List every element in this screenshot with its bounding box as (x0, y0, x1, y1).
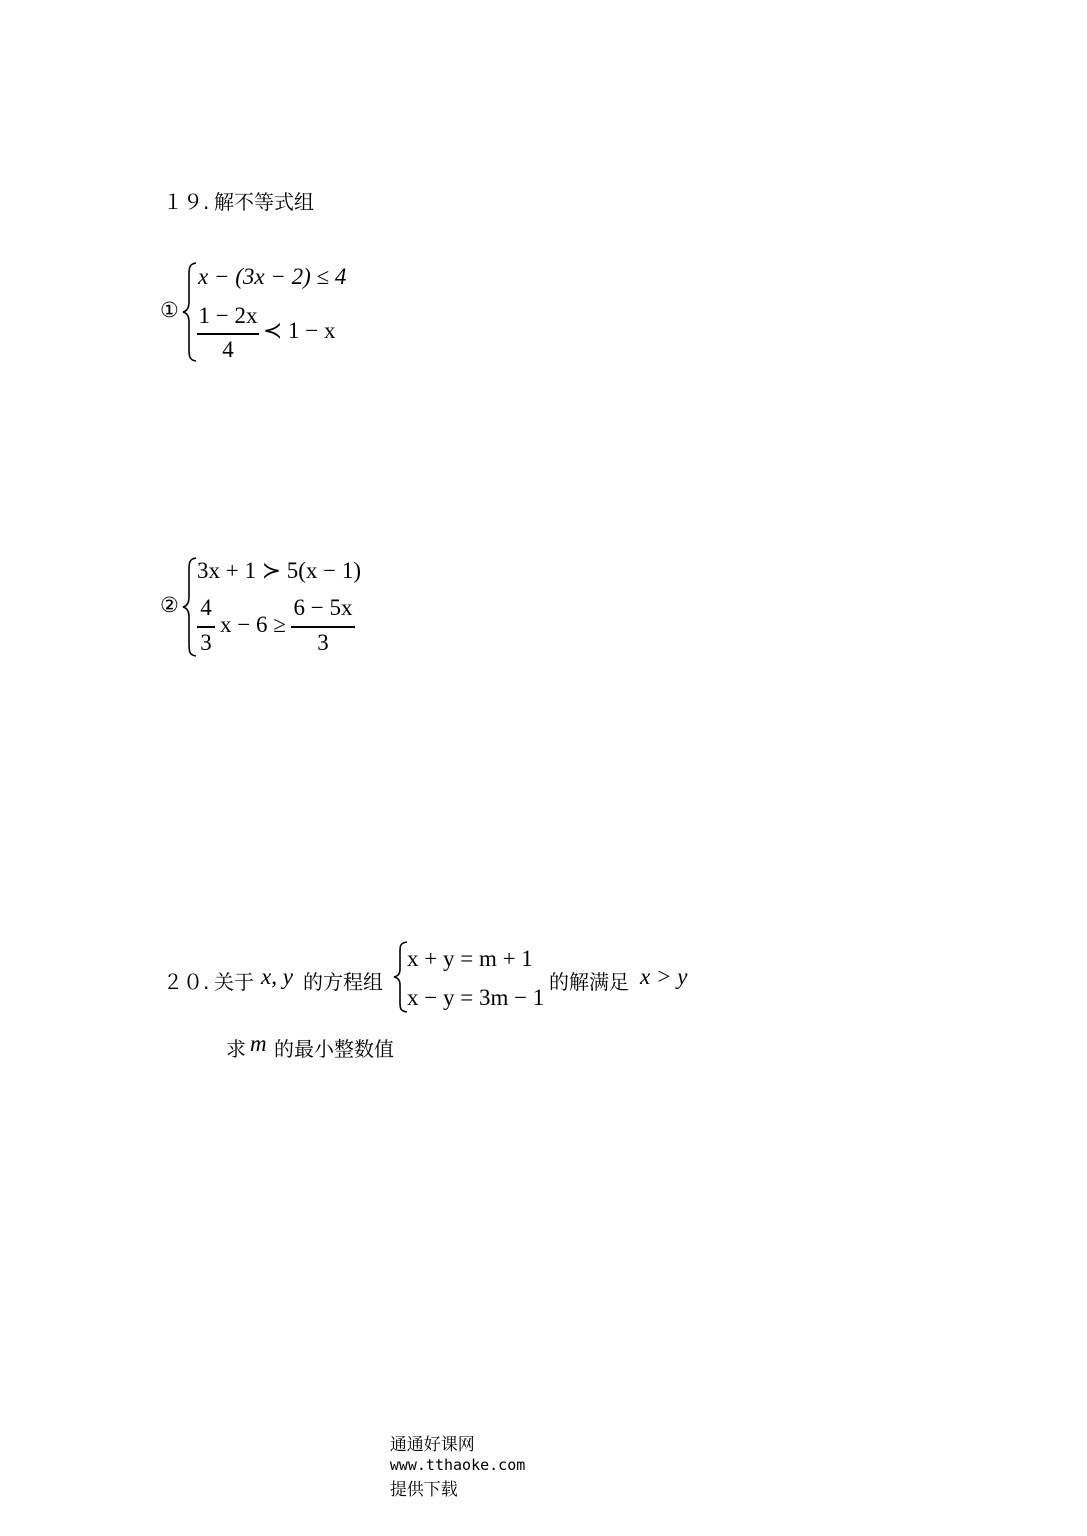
q20-text-before: 关于 (214, 970, 254, 994)
part2-frac2-num: 6 − 5x (293, 595, 353, 620)
part2-mid: x − 6 ≥ (220, 612, 286, 637)
part2-label: ② (160, 593, 179, 617)
q20-condition: x > y (640, 964, 688, 989)
footer (379, 1410, 525, 1500)
part1-frac-num: 1 − 2x (198, 303, 258, 328)
footer-suffix: 提供下载 (389, 1480, 458, 1500)
q20-line2-post: 的最小整数值 (274, 1037, 394, 1061)
part1-label: ① (160, 298, 179, 322)
q19-number: １９. (163, 190, 210, 214)
q20-line2-pre: 求 (226, 1037, 246, 1061)
q20-vars: x, y (261, 964, 293, 989)
part2-frac1-num: 4 (200, 595, 212, 620)
footer-url[interactable]: www.tthaoke.com (389, 1456, 526, 1474)
part2-frac2-bar (291, 626, 355, 628)
part1-frac-den: 4 (222, 337, 234, 362)
q20-line2-var: m (250, 1031, 267, 1056)
q20-number: ２０. (163, 970, 210, 994)
part1-rhs: ≺ 1 − x (263, 318, 336, 343)
part2-frac1-bar (197, 626, 215, 628)
q20-text-mid: 的方程组 (303, 970, 383, 994)
part2-frac1-den: 3 (200, 630, 212, 655)
part1-frac-bar (197, 333, 259, 335)
footer-site-name: 通通好课网 (389, 1435, 475, 1455)
part1-line1: x − (3x − 2) ≤ 4 (198, 264, 347, 289)
q19-title: 解不等式组 (214, 190, 314, 214)
q20-eq2: x − y = 3m − 1 (407, 985, 545, 1010)
part2-line1: 3x + 1 ≻ 5(x − 1) (197, 558, 362, 583)
q20-eq1: x + y = m + 1 (407, 946, 533, 971)
q20-text-after: 的解满足 (549, 970, 629, 994)
part2-frac2-den: 3 (317, 630, 329, 655)
